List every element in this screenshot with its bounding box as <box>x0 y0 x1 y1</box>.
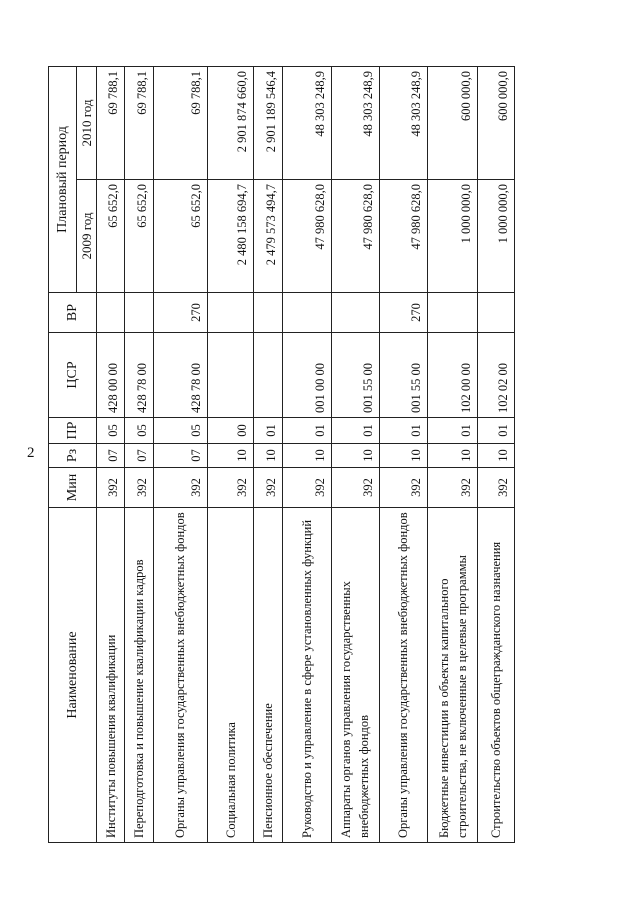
cell-2010: 69 788,1 <box>153 66 207 179</box>
cell-name: Органы управления государственных внебюджетных фондов <box>153 508 207 843</box>
table-row <box>428 66 478 842</box>
cell-name: Органы управления государственных внебюджетных фондов <box>379 508 427 843</box>
header-2009: 2009 год <box>77 180 97 293</box>
table-row <box>283 66 331 842</box>
cell-pr: 05 <box>153 418 207 444</box>
cell-pr: 01 <box>254 418 283 444</box>
cell-pr: 01 <box>379 418 427 444</box>
table-row <box>478 66 515 842</box>
cell-vr <box>283 293 331 333</box>
cell-2010: 2 901 874 660,0 <box>208 66 254 179</box>
cell-min: 392 <box>428 468 478 508</box>
cell-rz: 07 <box>125 444 153 468</box>
header-planned-period: Плановый период <box>49 66 77 292</box>
table-row <box>254 66 283 842</box>
cell-vr <box>125 293 153 333</box>
cell-vr: 270 <box>153 293 207 333</box>
table-row <box>379 66 427 842</box>
cell-2009: 2 480 158 694,7 <box>208 180 254 293</box>
cell-2009: 47 980 628,0 <box>331 180 379 293</box>
cell-csr: 001 55 00 <box>379 333 427 418</box>
cell-name: Строительство объектов общегражданского назначения <box>478 508 515 843</box>
cell-pr: 01 <box>428 418 478 444</box>
cell-pr: 01 <box>283 418 331 444</box>
cell-rz: 10 <box>254 444 283 468</box>
table-header <box>49 66 97 842</box>
cell-rz: 07 <box>97 444 125 468</box>
cell-name: Пенсионное обеспечение <box>254 508 283 843</box>
cell-min: 392 <box>379 468 427 508</box>
cell-min: 392 <box>125 468 153 508</box>
cell-rz: 10 <box>379 444 427 468</box>
cell-min: 392 <box>283 468 331 508</box>
cell-min: 392 <box>254 468 283 508</box>
page-number: 2 <box>27 445 35 461</box>
cell-rz: 10 <box>428 444 478 468</box>
table-row <box>331 66 379 842</box>
cell-vr <box>97 293 125 333</box>
cell-2010: 2 901 189 546,4 <box>254 66 283 179</box>
cell-2010: 48 303 248,9 <box>379 66 427 179</box>
header-rz: Рз <box>49 444 97 468</box>
cell-csr: 102 00 00 <box>428 333 478 418</box>
cell-vr: 270 <box>379 293 427 333</box>
cell-vr <box>254 293 283 333</box>
cell-2009: 47 980 628,0 <box>379 180 427 293</box>
cell-2010: 600 000,0 <box>478 66 515 179</box>
cell-2010: 48 303 248,9 <box>283 66 331 179</box>
cell-pr: 00 <box>208 418 254 444</box>
table-row <box>97 66 125 842</box>
cell-rz: 10 <box>331 444 379 468</box>
cell-2009: 2 479 573 494,7 <box>254 180 283 293</box>
header-vr: ВР <box>49 293 97 333</box>
cell-min: 392 <box>331 468 379 508</box>
cell-2009: 65 652,0 <box>125 180 153 293</box>
cell-name: Бюджетные инвестиции в объекты капитального строительства, не включенные в целевые программы <box>428 508 478 843</box>
table-row <box>153 66 207 842</box>
cell-name: Руководство и управление в сфере установленных функций <box>283 508 331 843</box>
cell-min: 392 <box>153 468 207 508</box>
cell-csr: 428 00 00 <box>97 333 125 418</box>
cell-2009: 1 000 000,0 <box>478 180 515 293</box>
header-pr: ПР <box>49 418 97 444</box>
cell-rz: 07 <box>153 444 207 468</box>
cell-pr: 01 <box>331 418 379 444</box>
cell-csr: 001 00 00 <box>283 333 331 418</box>
cell-csr: 102 02 00 <box>478 333 515 418</box>
cell-vr <box>331 293 379 333</box>
cell-csr: 428 78 00 <box>153 333 207 418</box>
header-2010: 2010 год <box>77 66 97 179</box>
cell-pr: 05 <box>125 418 153 444</box>
cell-2010: 600 000,0 <box>428 66 478 179</box>
cell-vr <box>208 293 254 333</box>
budget-table <box>48 66 515 843</box>
cell-name: Переподготовка и повышение квалификации кадров <box>125 508 153 843</box>
cell-2010: 69 788,1 <box>97 66 125 179</box>
cell-2009: 65 652,0 <box>153 180 207 293</box>
cell-2010: 69 788,1 <box>125 66 153 179</box>
cell-name: Аппараты органов управления государственных внебюджетных фондов <box>331 508 379 843</box>
cell-vr <box>478 293 515 333</box>
table-row <box>208 66 254 842</box>
cell-2009: 65 652,0 <box>97 180 125 293</box>
cell-name: Институты повышения квалификации <box>97 508 125 843</box>
cell-csr: 001 55 00 <box>331 333 379 418</box>
cell-csr <box>254 333 283 418</box>
header-name: Наименование <box>49 508 97 843</box>
header-min: Мин <box>49 468 97 508</box>
cell-vr <box>428 293 478 333</box>
rotated-table-container <box>48 67 515 843</box>
cell-min: 392 <box>208 468 254 508</box>
cell-2009: 47 980 628,0 <box>283 180 331 293</box>
cell-csr <box>208 333 254 418</box>
cell-min: 392 <box>97 468 125 508</box>
table-body <box>97 66 515 842</box>
cell-rz: 10 <box>283 444 331 468</box>
cell-2009: 1 000 000,0 <box>428 180 478 293</box>
cell-csr: 428 78 00 <box>125 333 153 418</box>
cell-min: 392 <box>478 468 515 508</box>
cell-pr: 05 <box>97 418 125 444</box>
cell-pr: 01 <box>478 418 515 444</box>
cell-name: Социальная политика <box>208 508 254 843</box>
cell-2010: 48 303 248,9 <box>331 66 379 179</box>
header-csr: ЦСР <box>49 333 97 418</box>
cell-rz: 10 <box>208 444 254 468</box>
cell-rz: 10 <box>478 444 515 468</box>
table-row <box>125 66 153 842</box>
